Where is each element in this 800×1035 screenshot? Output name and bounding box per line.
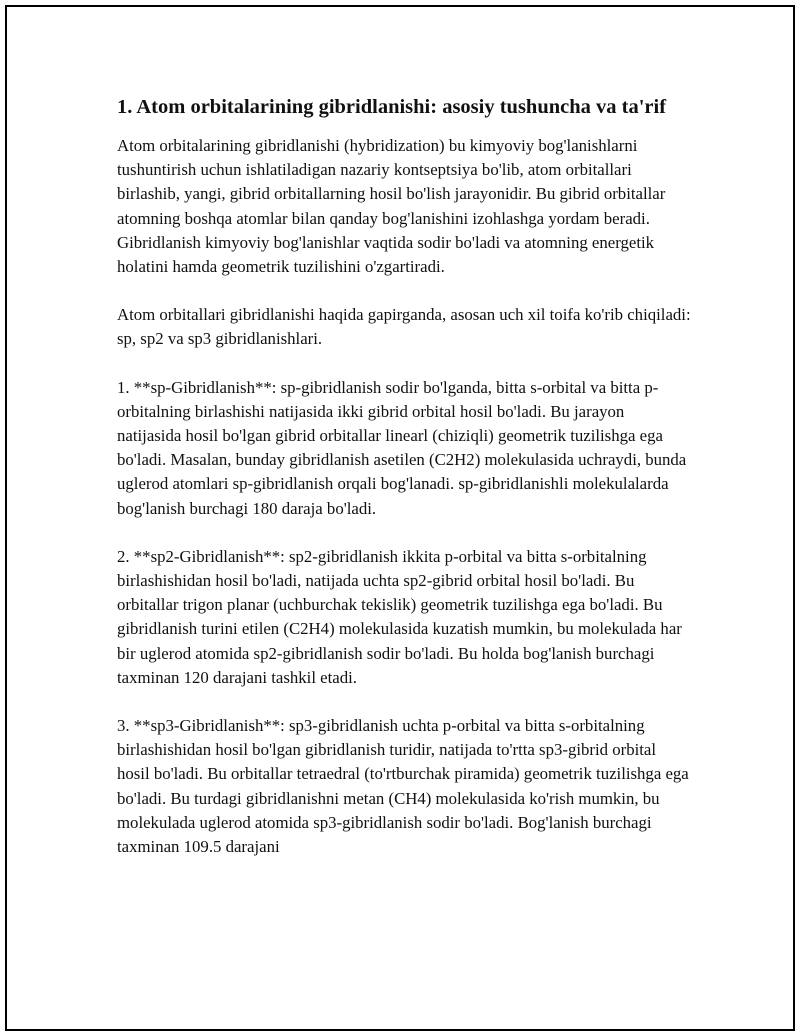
paragraph-sp3: 3. **sp3-Gibridlanish**: sp3-gibridlanish uchta p-orbital va bitta s-orbitalning birlashishidan hosil bo'lgan gibridlanish turidir, natijada to'rtta sp3-gibrid orbital hosil bo'ladi. Bu orbitallar tetraedral (to'rtburchak piramida) geometrik tuzilishga ega bo'ladi. Bu turdagi gibridlanishni metan (CH4) molekulasida ko'rish mumkin, bu molekulada uglerod atomida sp3-gibridlanish sodir bo'ladi. Bog'lanish burchagi taxminan 109.5 darajani: [117, 716, 689, 857]
paragraph-types: Atom orbitallari gibridlanishi haqida gapirganda, asosan uch xil toifa ko'rib chiqiladi: sp, sp2 va sp3 gibridlanishlari.: [117, 305, 691, 349]
paragraph-sp: 1. **sp-Gibridlanish**: sp-gibridlanish sodir bo'lganda, bitta s-orbital va bitta p-orbitalning birlashishi natijasida ikki gibrid orbital hosil bo'ladi. Bu jarayon natijasida hosil bo'lgan gibrid orbitallar linearl (chiziqli) geometrik tuzilishga ega bo'ladi. Masalan, bunday gibridlanish asetilen (C2H2) molekulasida uchraydi, bunda uglerod atomlari sp-gibridlanish orqali bog'lanadi. sp-gibridlanishli molekulalarda bog'lanish burchagi 180 daraja bo'ladi.: [117, 377, 687, 518]
section-heading: 1. Atom orbitalarining gibridlanishi: asosiy tushuncha va ta'rif: [117, 96, 667, 118]
paragraph-intro: Atom orbitalarining gibridlanishi (hybridization) bu kimyoviy bog'lanishlarni tushuntirish uchun ishlatiladigan nazariy kontseptsiya bo'lib, atom orbitallari birlashib, yangi, gibrid orbitallarning hosil bo'lish jarayonidir. Bu gibrid orbitallar atomning boshqa atomlar bilan qanday bog'lanishini izohlashga yordam beradi. Gibridlanish kimyoviy bog'lanishlar vaqtida sodir bo'ladi va atomning energetik holatini hamda geometrik tuzilishini o'zgartiradi.: [117, 136, 666, 277]
document-body: [117, 93, 692, 883]
paragraph-sp2: 2. **sp2-Gibridlanish**: sp2-gibridlanish ikkita p-orbital va bitta s-orbitalning birlashishidan hosil bo'ladi, natijada uchta sp2-gibrid orbital hosil bo'ladi. Bu orbitallar trigon planar (uchburchak tekislik) geometrik tuzilishga ega bo'ladi. Bu gibridlanish turini etilen (C2H4) molekulasida kuzatish mumkin, bu molekulada har bir uglerod atomida sp2-gibridlanish sodir bo'ladi. Bu holda bog'lanish burchagi taxminan 120 darajani tashkil etadi.: [117, 546, 682, 687]
